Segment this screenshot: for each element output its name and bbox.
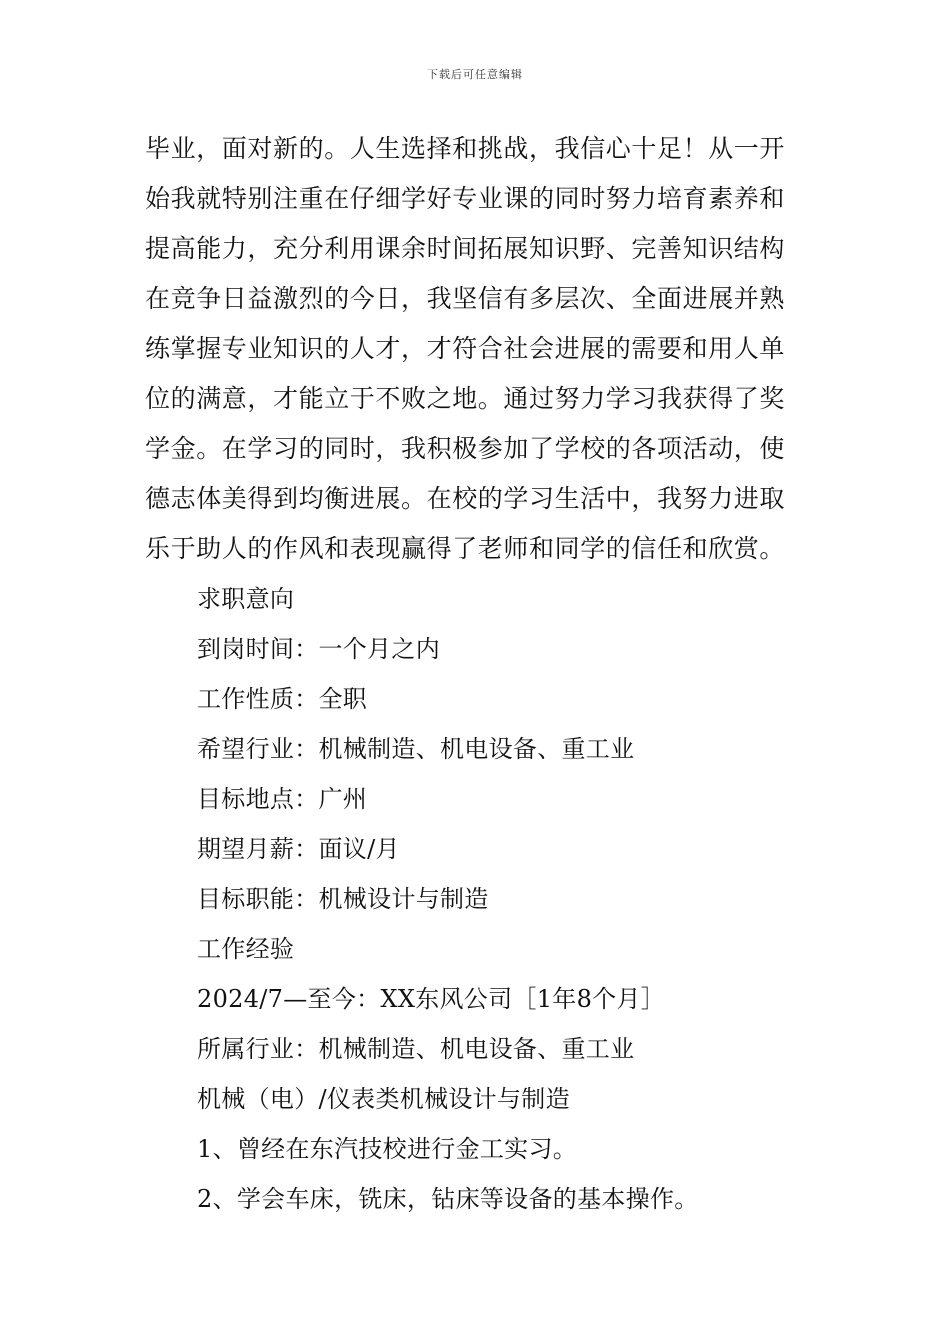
paragraph-line: 德志体美得到均衡进展。在校的学习生活中，我努力进取 [145, 484, 786, 513]
experience-item: 1、曾经在东汽技校进行金工实习。 [197, 1135, 578, 1163]
target-function: 目标职能：机械设计与制造 [197, 885, 489, 913]
desired-industry: 希望行业：机械制造、机电设备、重工业 [197, 735, 635, 763]
job-intent-heading: 求职意向 [197, 585, 295, 613]
expected-salary: 期望月薪：面议/月 [197, 835, 400, 863]
paragraph-line: 练掌握专业知识的人才，才符合社会进展的需要和用人单 [145, 334, 786, 363]
target-location: 目标地点：广州 [197, 785, 368, 813]
paragraph-line: 位的满意，才能立于不败之地。通过努力学习我获得了奖 [145, 384, 786, 413]
experience-heading: 工作经验 [197, 935, 295, 963]
job-nature: 工作性质：全职 [197, 685, 368, 713]
arrival-time: 到岗时间：一个月之内 [197, 635, 440, 663]
experience-industry: 所属行业：机械制造、机电设备、重工业 [197, 1035, 635, 1063]
document-body [145, 124, 815, 1224]
header-note: 下载后可任意编辑 [427, 68, 523, 81]
paragraph-line: 提高能力，充分利用课余时间拓展知识野、完善知识结构 [145, 234, 786, 263]
paragraph-line: 在竞争日益激烈的今日，我坚信有多层次、全面进展并熟 [145, 284, 786, 313]
paragraph-line: 始我就特别注重在仔细学好专业课的同时努力培育素养和 [145, 184, 786, 213]
experience-item: 2、学会车床，铣床，钻床等设备的基本操作。 [197, 1185, 699, 1213]
experience-period: 2024/7—至今：XX东风公司［1年8个月］ [197, 985, 666, 1013]
paragraph-line: 乐于助人的作风和表现赢得了老师和同学的信任和欣赏。 [145, 534, 786, 563]
experience-category: 机械（电）/仪表类机械设计与制造 [197, 1085, 570, 1113]
paragraph-line: 学金。在学习的同时，我积极参加了学校的各项活动，使 [145, 434, 786, 463]
paragraph-line: 毕业，面对新的。人生选择和挑战，我信心十足！从一开 [145, 134, 786, 163]
